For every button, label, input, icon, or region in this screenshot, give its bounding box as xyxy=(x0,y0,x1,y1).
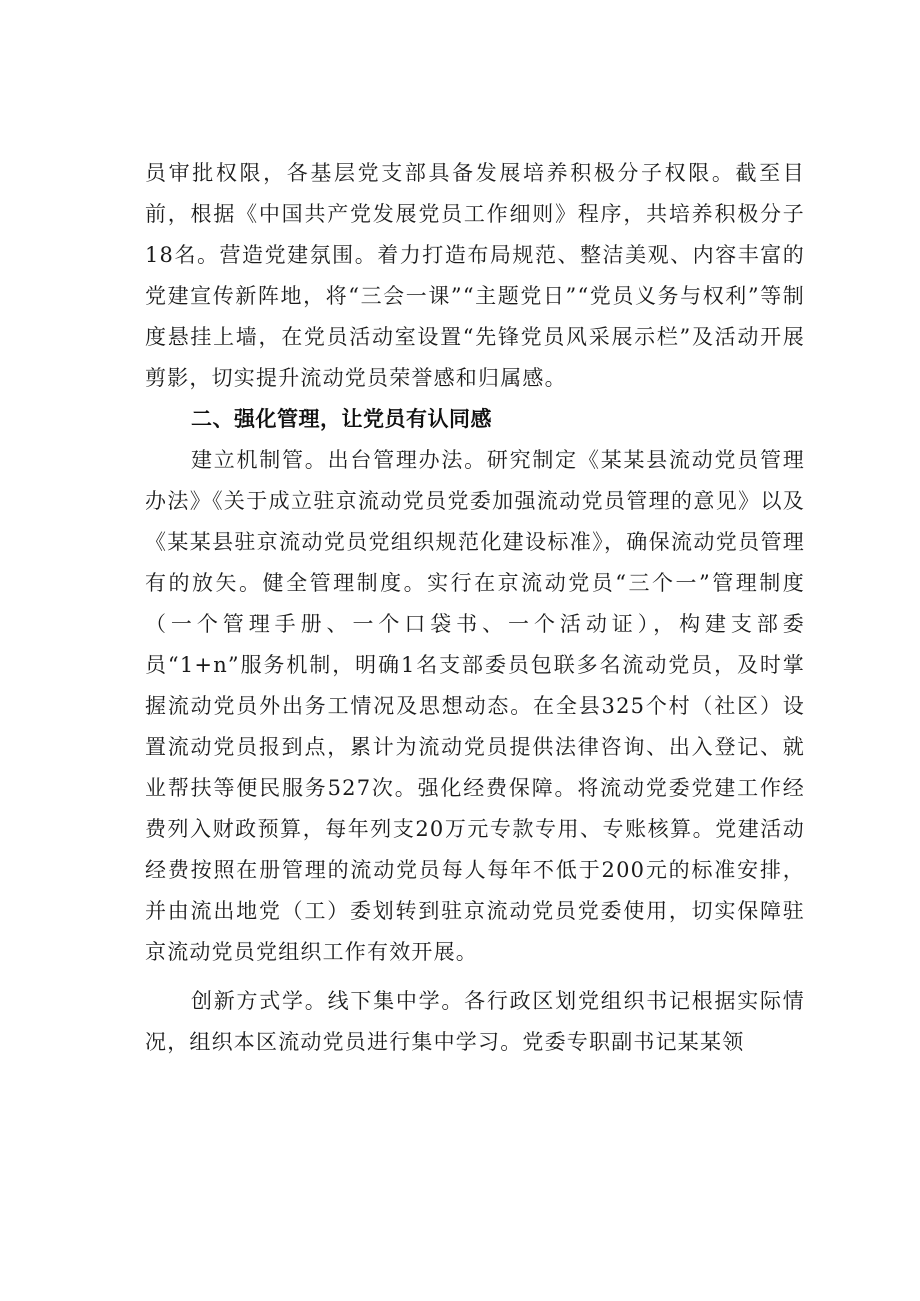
body-paragraph: 员审批权限，各基层党支部具备发展培养积极分子权限。截至目前，根据《中国共产党发展党员工作细则》程序，共培养积极分子18名。营造党建氛围。着力打造布局规范、整洁美观、内容丰富的党建宣传新阵地，将“三会一课”“主题党日”“党员义务与权利”等制度悬挂上墙，在党员活动室设置“先锋党员风采展示栏”及活动开展剪影，切实提升流动党员荣誉感和归属感。 xyxy=(145,161,805,390)
document-body xyxy=(145,153,805,1063)
body-paragraph: 创新方式学。线下集中学。各行政区划党组织书记根据实际情况，组织本区流动党员进行集中学习。党委专职副书记某某领 xyxy=(145,989,805,1054)
section-heading: 二、强化管理，让党员有认同感 xyxy=(191,407,492,431)
body-paragraph: 建立机制管。出台管理办法。研究制定《某某县流动党员管理办法》《关于成立驻京流动党员党委加强流动党员管理的意见》以及《某某县驻京流动党员党组织规范化建设标准》，确保流动党员管理有的放矢。健全管理制度。实行在京流动党员“三个一”管理制度（一个管理手册、一个口袋书、一个活动证），构建支部委员“1+n”服务机制，明确1名支部委员包联多名流动党员，及时掌握流动党员外出务工情况及思想动态。在全县325个村（社区）设置流动党员报到点，累计为流动党员提供法律咨询、出入登记、就业帮扶等便民服务527次。强化经费保障。将流动党委党建工作经费列入财政预算，每年列支20万元专款专用、专账核算。党建活动经费按照在册管理的流动党员每人每年不低于200元的标准安排，并由流出地党（工）委划转到驻京流动党员党委使用，切实保障驻京流动党员党组织工作有效开展。 xyxy=(145,448,805,964)
paragraph-gap xyxy=(145,973,805,981)
